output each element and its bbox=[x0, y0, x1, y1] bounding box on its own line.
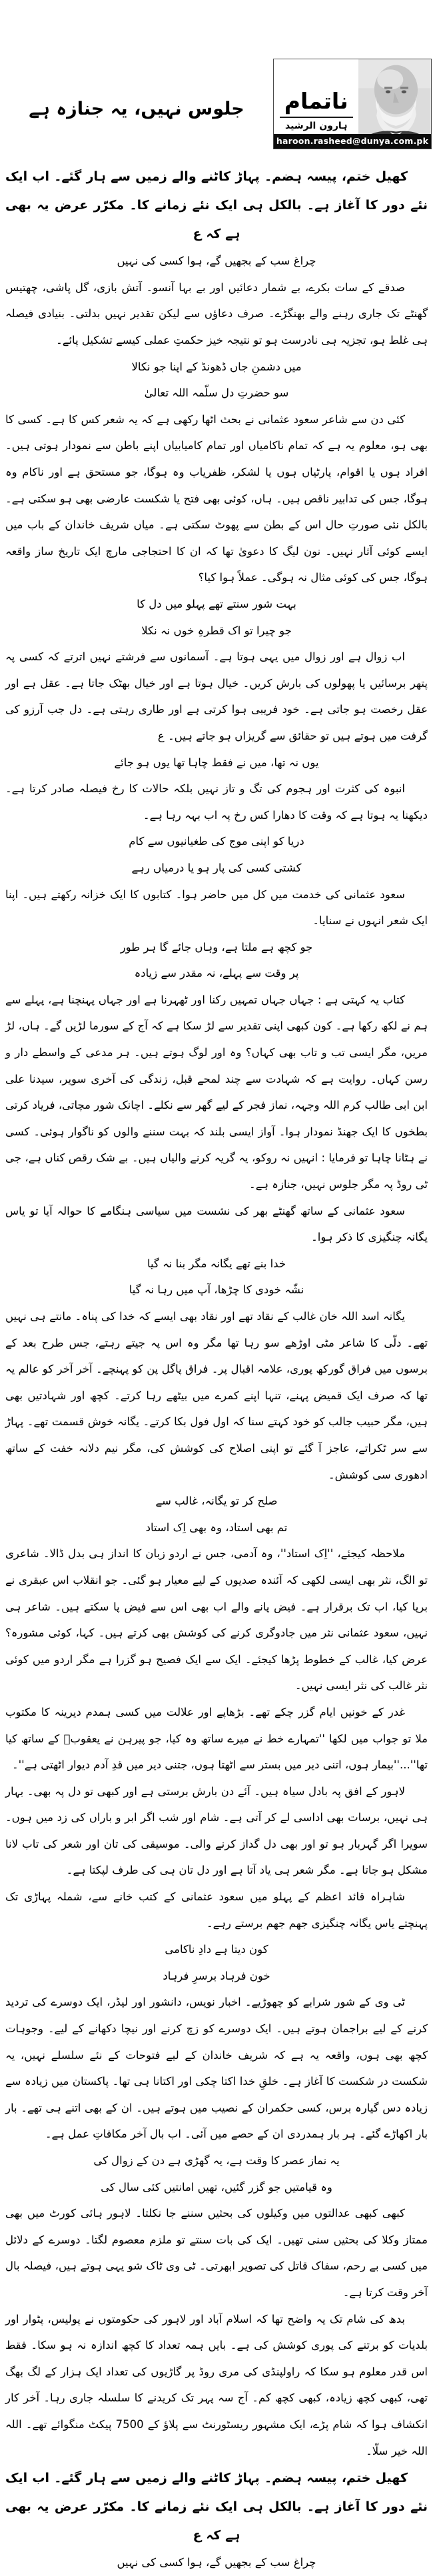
verse-line: نشّہ خودی کا چڑھا، آپ میں رہا نہ گیا bbox=[129, 1283, 304, 1297]
verse-line: یہ نماز عصر کا وقت ہے، یہ گھڑی ہے دن کے زوال کی bbox=[93, 2154, 340, 2167]
paragraph: صدقے کے سات بکرے، بے شمار دعائیں اور بے بہا آنسو۔ آتش بازی، گل پاشی، چھتیس گھنٹے تک جاری رہنے والے بھنگڑے۔ صرف دعاؤں سے لیکن تقدیر نہیں بدلتی۔ بنیادی فیصلہ ہی غلط ہو، تجزیہ ہی نادرست ہو تو نتیجہ خیز حکمتِ عملی کیسے تشکیل پائے۔ bbox=[5, 281, 428, 347]
verse bbox=[5, 354, 428, 406]
verse bbox=[5, 591, 428, 644]
lead-paragraph: کھیل ختم، پیسہ ہضم۔ پہاڑ کاٹنے والے زمیں سے ہار گئے۔ اب ایک نئے دور کا آغاز ہے۔ بالکل ہی ایک نئے زمانے کا۔ مکرّر عرض یہ بھی ہے کہ ع bbox=[5, 2471, 428, 2543]
verse-line: سو حضرتِ دل سلّمہ اللہ تعالیٰ bbox=[144, 386, 289, 400]
paragraph: لاہور کے افق پہ بادل سیاہ ہیں۔ آئے دن بارش برستی ہے اور کبھی تو دل پہ بھی۔ بہار ہی نہیں، برسات بھی اداسی لے کر آتی ہے۔ شام اور شب اگر ابر و باراں کی زد میں ہوں۔ سویرا اگر گہربار ہو تو اور بھی دل گداز کرنے والی۔ موسیقی کی تان اور شعر کی تاب لانا مشکل ہو جاتا ہے۔ مگر شعر ہی یاد آتا ہے اور دل تان ہی کی طرف لپکتا ہے۔ bbox=[5, 1784, 428, 1877]
paragraph: سعود عثمانی کے ساتھ گھنٹے بھر کی نشست میں سیاسی ہنگامے کا حوالہ آیا تو یاس یگانہ چنگیزی کا ذکر ہوا۔ bbox=[5, 1204, 428, 1244]
verse bbox=[5, 1936, 428, 1989]
paragraph: غدر کے خونیں ایام گزر چکے تھے۔ بڑھاپے اور علالت میں کسی ہمدم دیرینہ کا مکتوب ملا تو جواب میں لکھا ''تمہارے خط نے میرے ساتھ وہ کیا، جو پیرہن نے یعقوبؑ کے ساتھ کیا تھا''...''بیمار ہوں، اتنی دیر میں بستر سے اٹھتا ہوں، جتنی دیر میں قدِ آدم دیوار اٹھتی ہے''۔ bbox=[5, 1705, 428, 1772]
verse-line: خدا بنے تھے یگانہ مگر بنا نہ گیا bbox=[147, 1257, 286, 1270]
paragraph: اب زوال ہے اور زوال میں یہی ہوتا ہے۔ آسمانوں سے فرشتے نہیں اترتے کہ کسی پہ پتھر برسائیں یا پھولوں کی بارش کریں۔ خیال ہوتا ہے اور خیال بھٹک جاتا ہے۔ عقل ہے اور عقل رخصت ہو جاتی ہے۔ خود فریبی ہوا کرتی ہے اور طاری رہتی ہے۔ دل جب آرزو کی گرفت میں ہوتے ہیں تو حقائق سے گریزاں ہو جاتے ہیں۔ ع bbox=[5, 650, 428, 742]
verse bbox=[5, 2549, 428, 2576]
verse bbox=[5, 1251, 428, 1303]
author-name: ہارون الرشید bbox=[285, 121, 348, 131]
verse bbox=[5, 934, 428, 987]
paragraph: ملاحظہ کیجئے، ''اِک استاد''، وہ آدمی، جس نے اردو زبان کا انداز ہی بدل ڈالا۔ شاعری تو الگ، نثر بھی ایسی لکھی کہ آئندہ صدیوں کے لیے معیار ہو گئی۔ جو انقلاب اس عبقری نے برپا کیا، اب تک برقرار ہے۔ فیض پانے والے اب بھی اس سے فیض پا سکتے ہیں۔ شاعر ہی نہیں، سعود عثمانی نثر میں جادوگری کرنے کی کوشش بھی کرتے ہیں۔ کہا، کوئی مشورہ؟ عرض کیا، غالب کے خطوط پڑھا کیجئے۔ ایک سے ایک فصیح ہو گزرا ہے مگر اردو میں کوئی نثر غالب کی نثر ایسی نہیں۔ bbox=[5, 1547, 428, 1692]
column-header-left bbox=[274, 59, 358, 134]
paragraph: بدھ کی شام تک یہ واضح تھا کہ اسلام آباد اور لاہور کی حکومتوں نے پولیس، پٹوار اور بلدیات کو برتنے کی پوری کوشش کی ہے۔ بایں ہمہ تعداد کا کچھ اندازہ نہ ہو سکا۔ فقط اس قدر معلوم ہو سکا کہ راولپنڈی کی مری روڈ پر گاڑیوں کی تعداد ایک ہزار کے لگ بھگ تھی، کبھی کچھ زیادہ، کبھی کچھ کم۔ آج سہ پہر تک کریدنے کا سلسلہ جاری رہا۔ آخر کار انکشاف ہوا کہ شام پڑے، ایک مشہور ریسٹورنٹ سے پلاؤ کے 7500 پیکٹ منگوائے تھے۔ اللہ اللہ خیر سلّا۔ bbox=[5, 2312, 428, 2457]
paragraph: شاہراہ قائد اعظم کے پہلو میں سعود عثمانی کے کتب خانے سے، شملہ پہاڑی تک پہنچتے یاس یگانہ چنگیزی جھم جھم برستے رہے۔ bbox=[5, 1890, 428, 1930]
verse-line: جو کچھ ہے ملتا ہے، وہاں جائے گا ہر طور bbox=[120, 940, 313, 954]
verse-line: وہ قیامتیں جو گزر گئیں، تھیں امانتیں کئی سال کی bbox=[101, 2180, 332, 2194]
column-logo: ناتمام bbox=[284, 87, 348, 114]
paragraph: کتاب یہ کہتی ہے : جہاں جہاں تمہیں رکنا اور ٹھہرنا ہے اور جہاں پہنچنا ہے، پہلے سے ہم نے لکھ رکھا ہے۔ کون کبھی اپنی تقدیر سے لڑ سکا ہے کہ آج کے سورما لڑیں گے۔ ہاں، لڑ مریں، مگر ایسی تب و تاب بھی کہاں؟ وہ اور لوگ ہوتے ہیں۔ ہر مدعی کے واسطے دار و رسن کہاں۔ روایت ہے کہ شہادت سے چند لمحے قبل، زندگی کی آخری سویر، سیدنا علی ابن ابی طالب کرم اللہ وجہہ، نماز فجر کے لیے گھر سے نکلے۔ اچانک شور مچاتی، فریاد کرتی بطخوں کا ایک جھنڈ نمودار ہوا۔ آواز ایسی بلند کہ بہت سننے والوں کو ناگوار ہوئی۔ کسی نے ہٹانا چاہا تو فرمایا : انہیں نہ روکو، یہ گریہ کرنے والیاں ہیں۔ بے شک رقص کناں ہے، جی ٹی روڈ پہ مگر جلوس نہیں، جنازہ ہے۔ bbox=[5, 993, 428, 1191]
verse bbox=[5, 2148, 428, 2200]
verse-line: پر وقت سے پہلے، نہ مقدر سے زیادہ bbox=[134, 967, 299, 980]
verse bbox=[5, 750, 428, 776]
verse bbox=[5, 248, 428, 275]
verse bbox=[5, 1488, 428, 1541]
author-photo bbox=[358, 59, 431, 134]
paragraph: یگانہ اسد اللہ خان غالب کے نقاد تھے اور نقاد بھی ایسے کہ خدا کی پناہ۔ مانتے ہی نہیں تھے۔ دلّی کا شاعر مٹی اوڑھے سو رہا تھا مگر وہ اس پہ جیتے رہتے، جس طرح بعد کے برسوں میں فراق گورکھ پوری، علامہ اقبال پر۔ فراق پاگل پن کو پہنچے۔ آخر آخر کو عالم یہ تھا کہ صرف ایک قمیض پہنے، تنہا اپنے کمرے میں بیٹھے رہا کرتے۔ کچھ اور شہادتیں بھی ہیں، مگر حبیب جالب کو خود کہتے سنا کہ اول فول بکا کرتے۔ یگانہ خوش قسمت تھے۔ پہاڑ سے سر ٹکراتے، عاجز آ گئے تو اپنی اصلاح کی کوشش کی، مگر نیم دلانہ خفت کے ساتھ ادھوری سی کوشش۔ bbox=[5, 1310, 428, 1481]
verse-line: تم بھی استاد، وہ بھی اِک استاد bbox=[145, 1521, 288, 1534]
verse-line: جو چیرا تو اک قطرہِ خوں نہ نکلا bbox=[141, 624, 292, 637]
verse-line: کشتی کسی کی پار ہو یا درمیاں رہے bbox=[131, 861, 302, 874]
article-title: جلوس نہیں، یہ جنازہ ہے bbox=[29, 99, 244, 119]
paragraph: ٹی وی کے شور شرابے کو چھوڑیے۔ اخبار نویس، دانشور اور لیڈر، ایک دوسرے کی تردید کرنے کے لیے براجمان ہوتے ہیں۔ ایک دوسرے کو زچ کرنے اور نیچا دکھانے کے لیے۔ وجوہات کچھ بھی ہوں، واقعہ یہ ہے کہ شریف خاندان کے لیے فتوحات کے نئے سلسلے نہیں، یہ شکست در شکست کا آغاز ہے۔ خلقِ خدا اکتا چکی اور اکتانا ہی تھا۔ پاکستان میں زیادہ سے زیادہ دس گیارہ برس، کسی حکمران کے نصیب میں ہوتے ہیں۔ ان کے بھی اتنے ہی تھے۔ بار بار اکھاڑے گئے۔ ہر بار ہمدردی ان کے حصے میں آئی۔ اب بال آخر مکافاتِ عمل ہے۔ bbox=[5, 1996, 428, 2141]
logo-divider bbox=[280, 117, 353, 118]
verse-line: دریا کو اپنی موج کی طغیانیوں سے کام bbox=[129, 835, 304, 848]
lead-paragraph: کھیل ختم، پیسہ ہضم۔ پہاڑ کاٹنے والے زمیں سے ہار گئے۔ اب ایک نئے دور کا آغاز ہے۔ بالکل ہی ایک نئے زمانے کا۔ مکرّر عرض یہ بھی ہے کہ ع bbox=[5, 169, 428, 241]
verse-line: چراغ سب کے بجھیں گے، ہوا کسی کی نہیں bbox=[117, 255, 316, 268]
verse-line: یوں نہ تھا، میں نے فقط چاہا تھا یوں ہو جائے bbox=[114, 756, 319, 769]
article-body bbox=[5, 163, 428, 2576]
verse-line: بہت شور سنتے تھے پہلو میں دل کا bbox=[137, 597, 296, 610]
paragraph: کئی دن سے شاعر سعود عثمانی نے بحث اٹھا رکھی ہے کہ یہ شعر کس کا ہے۔ کسی کا بھی ہو، معلوم یہ ہے کہ تمام ناکامیاں اور تمام کامیابیاں اپنے باطن سے نمودار ہوتی ہیں۔ افراد ہوں یا اقوام، پارٹیاں ہوں یا لشکر، ظفریاب وہ ہوگا، جو مستحق ہے اور ناکام وہ ہوگا، جس کی تدابیر ناقص ہیں۔ ہاں، کوئی بھی فتح یا شکست عارضی بھی ہو سکتی ہے۔ بالکل نئی صورتِ حال اس کے بطن سے پھوٹ سکتی ہے۔ میاں شریف خاندان کے باب میں ایسے کوئی آثار نہیں۔ نون لیگ کا دعویٰ تھا کہ ان کا احتجاجی مارچ ایک تاریخ ساز واقعہ ہوگا، جس کی کوئی مثال نہ ہوگی۔ عملاً ہوا کیا؟ bbox=[5, 412, 428, 584]
verse-line: میں دشمنِ جاں ڈھونڈ کے اپنا جو نکالا bbox=[131, 360, 302, 373]
verse-line: خون فرہاد برسرِ فرہاد bbox=[163, 1969, 270, 1982]
verse bbox=[5, 828, 428, 881]
verse-line: صلح کر تو یگانہ، غالب سے bbox=[155, 1495, 278, 1508]
column-header-box bbox=[273, 59, 432, 149]
paragraph: سعود عثمانی کی خدمت میں کل میں حاضر ہوا۔ کتابوں کا ایک خزانہ رکھتے ہیں۔ اپنا ایک شعر انہوں نے سنایا۔ bbox=[5, 888, 428, 928]
column-header-main bbox=[274, 59, 431, 134]
paragraph: کبھی کبھی عدالتوں میں وکیلوں کی بحثیں سننے جا نکلتا۔ لاہور ہائی کورٹ میں بھی ممتاز وکلا کی بحثیں سنی تھیں۔ ایک کی بات سنتے تو ملزم معصوم لگتا۔ دوسرے کے دلائل میں کسی بے رحم، سفاک قاتل کی تصویر ابھرتی۔ ٹی وی ٹاک شو یہی ہوتے ہیں، فیصلہ بال آخر وقت کرتا ہے۔ bbox=[5, 2207, 428, 2299]
paragraph: انبوہ کی کثرت اور ہجوم کی تگ و تاز نہیں بلکہ حالات کا رخ فیصلہ صادر کرتا ہے۔ دیکھنا یہ ہوتا ہے کہ وقت کا دھارا کس رخ پہ اب بہہ رہا ہے۔ bbox=[5, 782, 428, 822]
verse-line: چراغ سب کے بجھیں گے، ہوا کسی کی نہیں bbox=[117, 2556, 316, 2569]
verse-line: کون دیتا ہے دادِ ناکامی bbox=[165, 1943, 268, 1956]
email-bar: haroon.rasheed@dunya.com.pk bbox=[274, 134, 431, 149]
